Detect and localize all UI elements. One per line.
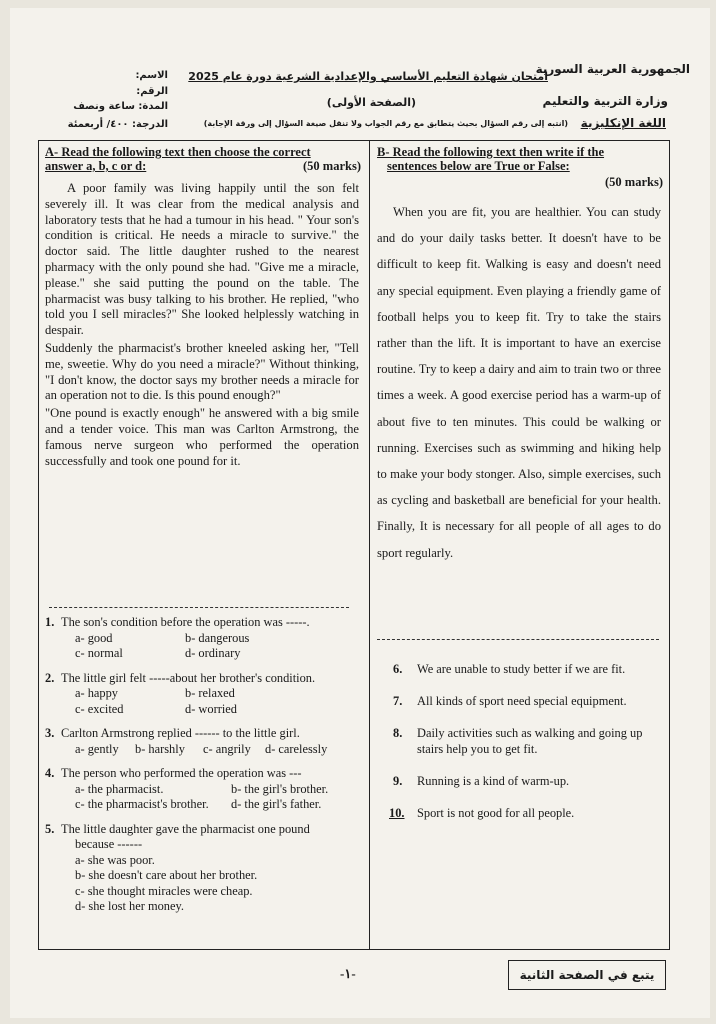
section-b-marks: (50 marks) [605, 175, 663, 189]
header-grade: الدرجة: ٤٠٠/ أربعمئة [67, 119, 168, 130]
statement-text: Daily activities such as walking and going up stairs help you to get fit. [417, 726, 643, 756]
option-a: a- she was poor. [75, 852, 155, 867]
section-b-title-line2: sentences below are True or False: [387, 159, 570, 173]
option-a: a- good [75, 630, 113, 645]
question-3 [45, 726, 361, 757]
question-1 [45, 615, 361, 662]
header-name-label: الاسم: [135, 70, 168, 81]
option-b: b- harshly [135, 741, 185, 756]
continue-note: يتبع في الصفحة الثانية [508, 960, 666, 990]
option-b: b- she doesn't care about her brother. [75, 868, 258, 882]
question-number: 5. [45, 821, 55, 836]
statement-10 [377, 805, 663, 821]
section-a-title-line2: answer a, b, c or d: [45, 159, 147, 173]
section-b-separator [377, 639, 659, 640]
option-b: b- dangerous [185, 630, 250, 645]
section-a-title-line1: A- Read the following text then choose the correct [45, 145, 311, 159]
statement-number: 8. [393, 726, 403, 740]
option-b: b- relaxed [185, 686, 235, 700]
statement-text: All kinds of sport need special equipment. [417, 694, 627, 708]
statement-9 [377, 773, 663, 789]
passage-a-paragraph: A poor family was living happily until the son felt severely ill. It was clear from the medical analysis and laboratory tests that he had a tumour in his head. " Your son's condition is critical. He needs a miracle to survive." the doctor said. The little daughter rushed to the nearest pharmacy with the only pound she had. "Give me a miracle, please." she said putting the pound on the table. The pharmacist was busy talking to his brother. He replied, "who told you I sell miracles?" She looked helplessly watching in despair. [45, 181, 359, 338]
option-b: b- the girl's brother. [231, 781, 329, 796]
passage-b-text: When you are fit, you are healthier. You can study and do your daily tasks better. It doesn't have to be difficult to keep fit. Walking is easy and doesn't need any special equipment. Even playing a friendly game of football helps you to keep fit. Try to take the stairs rather than the lift. It is important to have an exercise routine. Try to keep a dairy and aim to train two or three times a week. A good exercise period has a warm-up of about five to ten minutes. This could be walking or running. Exercises such as swimming and hiking help to make your body stonger. Also, simple exercises, such as cycling and basketball are beneficial for your health. Finally, It is necessary for all people of all ages to do sport regularly. [377, 205, 661, 560]
statement-8 [377, 725, 663, 757]
question-2 [45, 671, 361, 718]
option-a: a- the pharmacist. [75, 781, 164, 796]
option-d: d- worried [185, 701, 237, 716]
question-number: 3. [45, 726, 55, 740]
question-5 [45, 822, 361, 915]
statement-number: 9. [393, 774, 403, 788]
question-text: Carlton Armstrong replied ------ to the little girl. [61, 726, 300, 740]
header-ministry: وزارة التربية والتعليم [542, 94, 668, 108]
option-d: d- ordinary [185, 646, 241, 660]
passage-a-paragraph: Suddenly the pharmacist's brother kneeled asking her, "Tell me, sweetie. Why do you need a miracle?" Without thinking, "I don't know, the doctor says my brother needs a miracle for an operation not to die. Is this pound enough?" [45, 340, 359, 403]
question-text-continued: because ------ [75, 837, 143, 851]
statement-number: 10. [389, 806, 405, 820]
question-text: The son's condition before the operation was -----. [61, 615, 310, 629]
header-page-label: (الصفحة الأولى) [326, 96, 416, 109]
statement-6 [377, 661, 663, 677]
option-c: c- angrily [203, 741, 251, 756]
option-c: c- excited [75, 701, 124, 716]
option-c: c- the pharmacist's brother. [75, 797, 209, 811]
option-d: d- carelessly [265, 741, 328, 756]
section-a-questions [45, 615, 361, 915]
statement-number: 7. [393, 694, 403, 708]
statement-text: Running is a kind of warm-up. [417, 774, 570, 788]
statement-7 [377, 693, 663, 709]
section-b-statements [377, 661, 663, 821]
section-a-passage [45, 181, 359, 471]
question-number: 2. [45, 670, 55, 685]
option-d: d- she lost her money. [75, 899, 184, 913]
page-number: -١- [340, 966, 356, 981]
option-a: a- gently [75, 741, 119, 756]
question-number: 1. [45, 615, 55, 629]
option-a: a- happy [75, 686, 119, 700]
section-b-passage [377, 199, 661, 566]
question-4 [45, 766, 361, 813]
question-number: 4. [45, 766, 55, 780]
statement-text: We are unable to study better if we are fit. [417, 662, 626, 676]
column-divider [369, 141, 370, 949]
header-exam-title: امتحان شهادة التعليم الأساسي والإعدادية الشرعية دورة عام 2025 [188, 70, 548, 83]
section-a-marks: (50 marks) [303, 159, 361, 173]
header-duration: المدة: ساعة ونصف [73, 101, 168, 112]
question-text: The person who performed the operation was --- [61, 766, 302, 780]
header-number-label: الرقم: [136, 86, 168, 97]
header-instruction: (انتبه إلى رقم السؤال بحيث يتطابق مع رقم الجواب ولا تنقل صيغة السؤال إلى ورقة الإجابة) [203, 119, 568, 128]
question-text: The little girl felt -----about her brother's condition. [61, 670, 316, 685]
passage-a-paragraph: "One pound is exactly enough" he answered with a big smile and a tender voice. This man was Carlton Armstrong, the famous nerve surgeon who performed the operation successfully and took one pound for it. [45, 406, 359, 468]
option-c: c- normal [75, 646, 123, 660]
header-country: الجمهورية العربية السورية [535, 62, 690, 76]
section-a-separator [49, 607, 349, 608]
option-c: c- she thought miracles were cheap. [75, 883, 253, 898]
exam-body-frame [38, 140, 670, 950]
section-b-title-line1: B- Read the following text then write if the [377, 145, 605, 159]
statement-number: 6. [393, 662, 403, 676]
statement-text: Sport is not good for all people. [417, 806, 575, 820]
header-subject: اللغة الإنكليزية [580, 116, 666, 130]
question-text: The little daughter gave the pharmacist one pound [61, 821, 310, 836]
option-d: d- the girl's father. [231, 797, 322, 811]
